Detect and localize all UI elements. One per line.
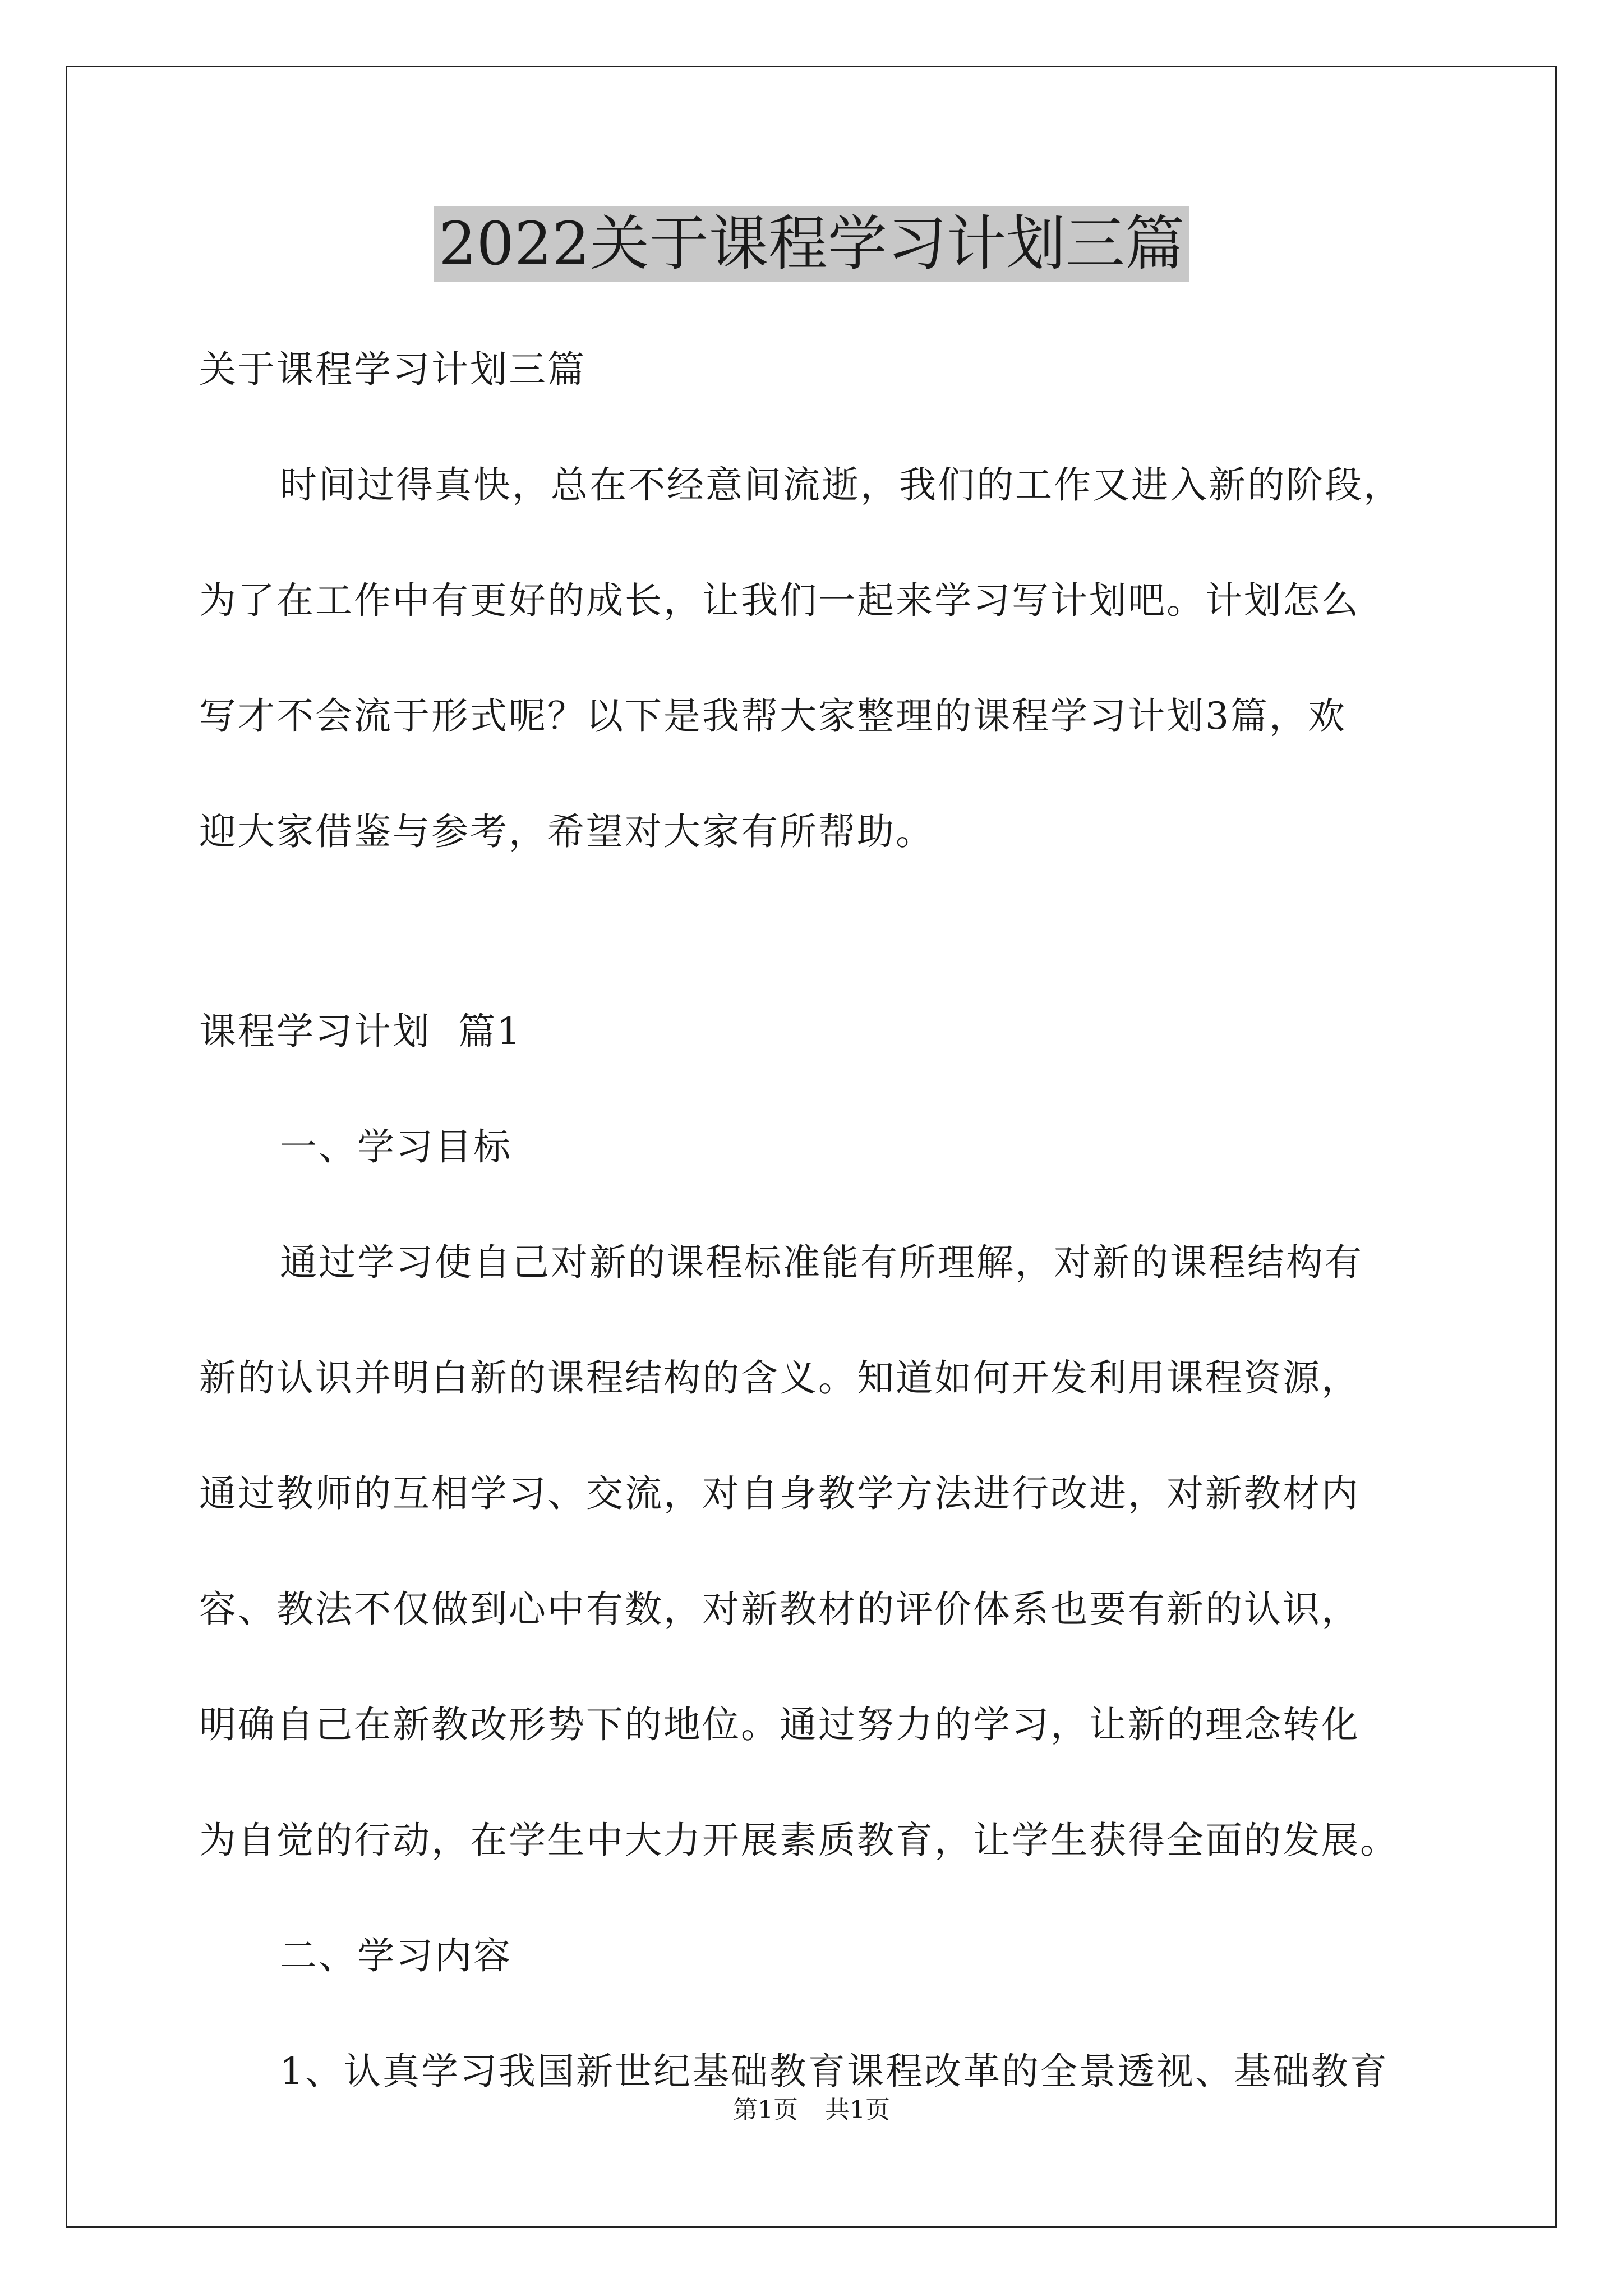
subtitle: 关于课程学习计划三篇 [199, 348, 586, 391]
document-title-text: 2022关于课程学习计划三篇 [434, 206, 1189, 282]
document-body [199, 312, 1433, 2129]
page-number: 第1页 [733, 2096, 798, 2124]
section-gap [199, 890, 1433, 974]
intro-line: 写才不会流于形式呢？以下是我帮大家整理的课程学习计划3篇，欢 [199, 694, 1347, 738]
part1-heading: 一、学习目标 [280, 1125, 512, 1168]
part1-line: 明确自己在新教改形势下的地位。通过努力的学习，让新的理念转化 [199, 1703, 1360, 1746]
section-heading: 课程学习计划 篇1 [199, 1010, 522, 1053]
intro-line: 时间过得真快，总在不经意间流逝，我们的工作又进入新的阶段， [280, 463, 1402, 507]
part1-line: 通过学习使自己对新的课程标准能有所理解，对新的课程结构有 [280, 1241, 1363, 1284]
intro-line: 为了在工作中有更好的成长，让我们一起来学习写计划吧。计划怎么 [199, 579, 1360, 622]
part2-line: 1、认真学习我国新世纪基础教育课程改革的全景透视、基础教育 [280, 2050, 1389, 2093]
page-total: 共1页 [825, 2096, 890, 2124]
intro-line: 迎大家借鉴与参考，希望对大家有所帮助。 [199, 810, 934, 853]
part1-line: 容、教法不仅做到心中有数，对新教材的评价体系也要有新的认识， [199, 1588, 1360, 1631]
part1-line: 新的认识并明白新的课程结构的含义。知道如何开发利用课程资源， [199, 1356, 1360, 1400]
part1-line: 通过教师的互相学习、交流，对自身教学方法进行改进，对新教材内 [199, 1472, 1360, 1515]
part2-heading: 二、学习内容 [280, 1934, 512, 1977]
page-footer [0, 2093, 1623, 2127]
part1-line: 为自觉的行动，在学生中大力开展素质教育，让学生获得全面的发展。 [199, 1819, 1399, 1862]
document-title [0, 202, 1623, 286]
